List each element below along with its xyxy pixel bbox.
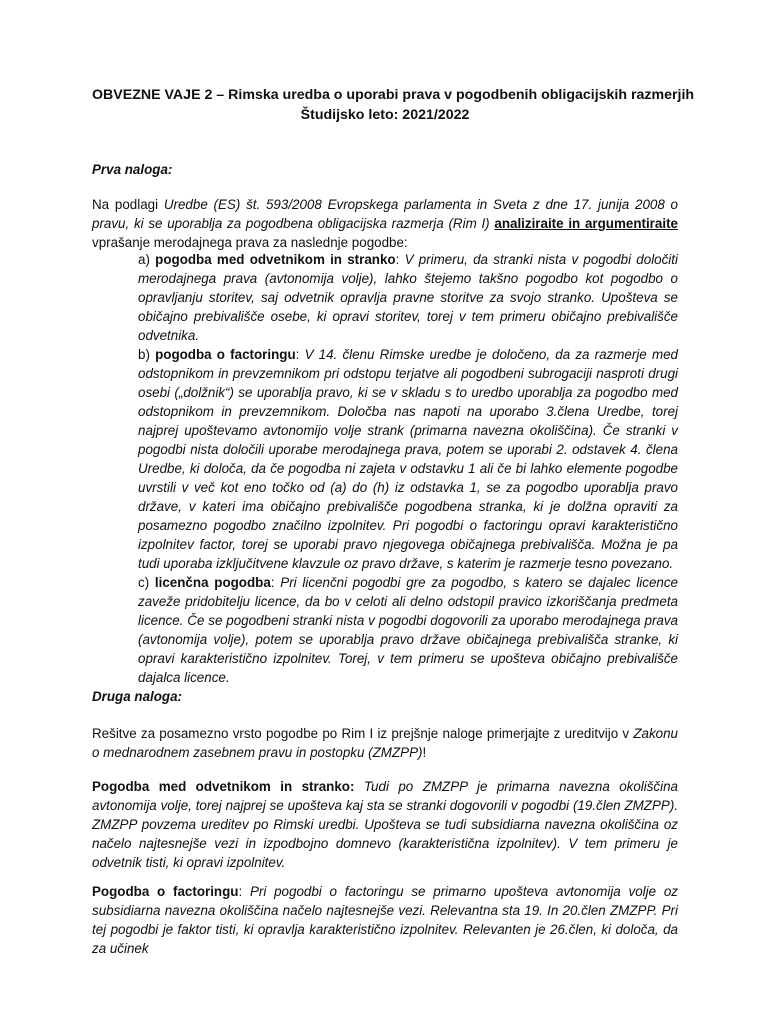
task2-intro-law: Zakonu o mednarodnem zasebnem pravu in postopku (ZMZPP): [92, 726, 678, 760]
list-item-a: [138, 250, 678, 345]
task2-heading: Druga naloga:: [92, 689, 183, 704]
task2-paragraph-2: [92, 882, 678, 958]
item-a-text: V primeru, da stranki nista v pogodbi določiti merodajnega prava (avtonomija volje), lahko štejemo takšno pogodbo kot pogodbo o opravljanju storitev, saj odvetnik opravlja pravne storitve za svojo stranko. Upošteva se običajno prebivališče osebe, ki opravi storitev, torej v tem primeru običajno prebivališče odvetnika.: [138, 252, 678, 343]
task1-intro-prefix: Na podlagi: [92, 197, 164, 212]
para2-colon: :: [238, 884, 250, 899]
para2-text: Pri pogodbi o factoringu se primarno upošteva avtonomija volje oz subsidiarna navezna okoliščina načelo najtesnejše vezi. Relevantna sta 19. In 20.člen ZMZPP. Pri tej pogodbi je faktor tisti, ki opravlja karakteristično izpolnitev. Relevanten je 26.člen, ki določa, da za učinek: [92, 884, 678, 956]
para1-text: Tudi po ZMZPP je primarna navezna okoliščina avtonomija volje, torej najprej se upošteva kaj sta se stranki dogovorili v pogodbi (19.člen ZMZPP). ZMZPP povzema ureditev po Rimski uredbi. Upošteva se tudi subsidiarna navezna okoliščina oz načelo najtesnejše vezi in izpodbojno domnevo (karakteristična izpolnitev). V tem primeru je odvetnik tisti, ki opravi izpolnitev.: [92, 779, 678, 870]
item-a-letter: a): [138, 252, 156, 267]
item-c-colon: :: [270, 575, 281, 590]
task2-intro-prefix: Rešitve za posamezno vrsto pogodbe po Rim I iz prejšnje naloge primerjajte z ureditvijo v: [92, 726, 634, 741]
task1-intro-emphasis: analiziraite in argumentiraite: [494, 216, 678, 231]
task2-intro: [92, 724, 678, 762]
para1-label: Pogodba med odvetnikom in stranko:: [92, 779, 355, 794]
task1-heading: Prva naloga:: [92, 162, 173, 177]
task1-intro: [92, 195, 678, 252]
item-a-colon: :: [395, 252, 405, 267]
task2-paragraph-1: [92, 777, 678, 872]
item-a-label: pogodba med odvetnikom in stranko: [155, 252, 396, 267]
item-b-letter: b): [138, 347, 156, 362]
document-title: [92, 85, 695, 125]
task1-intro-suffix: vprašanje merodajnega prava za naslednje pogodbe:: [92, 235, 408, 250]
list-item-c: [138, 573, 678, 687]
task1-list: [138, 250, 678, 687]
task2-intro-suffix: !: [422, 745, 427, 760]
item-c-text: Pri licenčni pogodbi gre za pogodbo, s katero se dajalec licence zaveže pridobitelju licence, da bo v celoti ali delno odstopil pravico izkoriščanja predmeta licence. Če se pogodbeni stranki nista v pogodbi dogovorili za uporabo merodajnega prava (avtonomija volje), potem se uporablja pravo države običajnega prebivališča stranke, ki opravi karakteristično izpolnitev. Torej, v tem primeru se upošteva običajno prebivališče dajalca licence.: [138, 575, 679, 685]
title-line-2: Študijsko leto: 2021/2022: [300, 107, 470, 123]
item-b-colon: :: [295, 347, 305, 362]
item-b-text: V 14. členu Rimske uredbe je določeno, da za razmerje med odstopnikom in prevzemnikom pri odstopu terjatve ali pogodbeni subrogaciji nasproti drugi osebi („dolžnik“) se uporablja pravo, ki se v skladu s to uredbo uporablja za pogodbo med odstopnikom in prevzemnikom. Določba nas napoti na uporabo 3.člena Uredbe, torej najprej upoštevamo avtonomijo volje strank (primarna navezna okoliščina). Če stranki v pogodbi nista določili uporabe merodajnega prava, potem se uporabi 2. odstavek 4. člena Uredbe, ki določa, da če pogodba ni zajeta v odstavku 1 ali če bi lahko elemente pogodbe uvrstili v več kot eno točko od (a) do (h) iz odstavka 1, se za pogodbo uporablja pravo države, v kateri ima običajno prebivališče pogodbena stranka, ki je dolžna opraviti za posamezno pogodbo značilno izpolnitev. Pri pogodbi o factoringu opravi karakteristično izpolnitev factor, torej se uporabi pravo njegovega običajnega prebivališča. Možna je pa tudi uporaba izključitvene klavzule oz pravo države, s katerim je razmerje tesno povezano.: [138, 347, 678, 571]
para2-label: Pogodba o factoringu: [92, 884, 239, 899]
item-b-label: pogodba o factoringu: [155, 347, 296, 362]
list-item-b: [138, 345, 678, 573]
item-c-letter: c): [138, 575, 155, 590]
item-c-label: licenčna pogodba: [154, 575, 271, 590]
title-line-1: OBVEZNE VAJE 2 – Rimska uredba o uporabi prava v pogodbenih obligacijskih razmerjih: [92, 87, 695, 103]
task1-intro-regulation: Uredbe (ES) št. 593/2008 Evropskega parlamenta in Sveta z dne 17. junija 2008 o pravu, ki se uporablja za pogodbena obligacijska razmerja (Rim I): [92, 197, 679, 231]
